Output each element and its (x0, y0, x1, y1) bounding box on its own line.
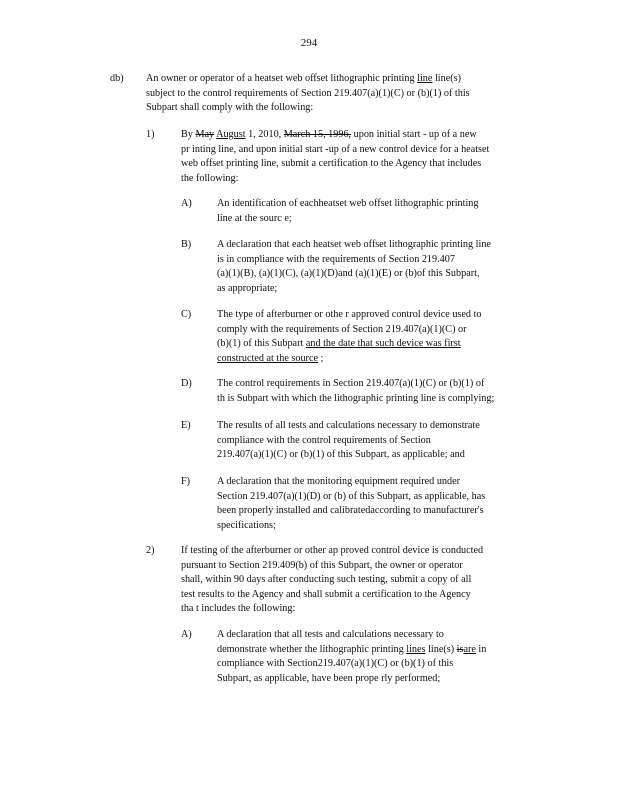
text-line (181, 143, 551, 158)
inserted-text: and the date that such device was first (305, 338, 461, 350)
text-line (217, 337, 557, 352)
text-line (217, 212, 557, 227)
text-run: ; (318, 352, 324, 364)
text-run: th is Subpart with which the lithographic printing line is complying; (217, 392, 495, 404)
inserted-text: August (216, 129, 246, 140)
text-run: been properly installed and calibratedaccording to manufacturer's (217, 505, 484, 517)
text-line (217, 657, 557, 672)
text-run: The control requirements in Section 219.407(a)(1)(C) or (b)(1) of (217, 378, 485, 389)
text-line (217, 197, 557, 212)
text-run: web offset printing line, submit a certification to the Agency that includes (181, 158, 482, 170)
text-run: line(s) (425, 643, 457, 655)
text-run: as appropriate; (217, 282, 278, 294)
text-run: pursuant to Section 219.409(b) of this Subpart, the owner or operator (181, 559, 463, 571)
text-run: comply with the requirements of Section 219.407(a)(1)(C) or (217, 323, 467, 335)
text-run: The results of all tests and calculations necessary to demonstrate (217, 420, 480, 431)
text-line (181, 559, 551, 574)
text-run: tha t includes the following: (181, 603, 296, 615)
text-run: compliance with Section219.407(a)(1)(C) or (b)(1) of this (217, 658, 454, 670)
text-line (217, 238, 557, 253)
subitem-1e-label: E) (181, 420, 191, 431)
text-run: demonstrate whether the lithographic printing (217, 643, 407, 655)
text-line (217, 504, 557, 519)
text-line (146, 87, 546, 102)
text-line (181, 128, 551, 143)
text-line (217, 267, 557, 282)
text-run: An identification of eachheatset web offset lithographic printing (217, 198, 479, 209)
text-line (217, 352, 557, 367)
text-run: pr inting line, and upon initial start -up of a new control device for a heatset (181, 143, 490, 155)
text-line (217, 519, 557, 534)
section-db-text (146, 72, 546, 116)
text-run: (a)(1)(B), (a)(1)(C), (a)(1)(D)and (a)(1)(E) or (b)of this Subpart, (217, 268, 480, 280)
text-run: Section 219.407(a)(1)(D) or (b) of this Subpart, as applicable, has (217, 490, 486, 502)
text-line (217, 377, 557, 392)
subitem-1a-text (217, 197, 557, 226)
text-line (217, 628, 557, 643)
subitem-1b-label: B) (181, 239, 192, 250)
text-run: 1, 2010, (245, 129, 284, 140)
text-line (146, 101, 546, 116)
text-line (181, 544, 551, 559)
text-run: test results to the Agency and shall submit a certification to the Agency (181, 588, 471, 600)
deleted-text: May (195, 129, 215, 140)
text-run: subject to the control requirements of Section 219.407(a)(1)(C) or (b)(1) of this (146, 87, 470, 99)
item-1-text (181, 128, 551, 186)
text-run: An owner or operator of a heatset web offset lithographic printing (146, 73, 418, 84)
text-run: A declaration that all tests and calculations necessary to (217, 629, 444, 640)
text-run: upon initial start - up of a new (351, 129, 477, 140)
text-run: 219.407(a)(1)(C) or (b)(1) of this Subpart, as applicable; and (217, 449, 465, 461)
deleted-text: is (456, 643, 464, 655)
inserted-text: line (417, 73, 433, 84)
text-line (181, 172, 551, 187)
text-run: A declaration that each heatset web offset lithographic printing line (217, 239, 491, 250)
text-line (181, 157, 551, 172)
text-run: If testing of the afterburner or other ap proved control device is conducted (181, 545, 484, 556)
text-run: A declaration that the monitoring equipment required under (217, 476, 461, 487)
text-run: The type of afterburner or othe r approved control device used to (217, 309, 482, 320)
subitem-1d-label: D) (181, 378, 192, 389)
text-line (181, 588, 551, 603)
page-number: 294 (300, 37, 318, 49)
subitem-1d-text (217, 377, 557, 406)
text-run: line at the sourc e; (217, 212, 292, 224)
text-run: the following: (181, 172, 239, 184)
text-run: (b)(1) of this Subpart (217, 338, 306, 350)
subitem-1c-label: C) (181, 309, 192, 320)
inserted-text: are (463, 643, 476, 655)
text-run: compliance with the control requirements of Section (217, 434, 431, 446)
text-run: shall, within 90 days after conducting such testing, submit a copy of all (181, 574, 472, 586)
subitem-1f-text (217, 475, 557, 533)
text-line (217, 448, 557, 463)
subitem-1e-text (217, 419, 557, 463)
text-line (217, 672, 557, 687)
item-2-text (181, 544, 551, 617)
text-run: Subpart, as applicable, have been prope rly performed; (217, 672, 441, 684)
text-run: line(s) (432, 73, 461, 84)
text-line (217, 643, 557, 658)
item-1-label: 1) (146, 129, 155, 140)
text-run: specifications; (217, 519, 276, 531)
text-run: By (181, 129, 196, 140)
subitem-1c-text (217, 308, 557, 366)
text-run: Subpart shall comply with the following: (146, 102, 314, 114)
deleted-text: March 15, 1996, (283, 129, 352, 140)
subitem-2a-text (217, 628, 557, 686)
text-line (217, 490, 557, 505)
inserted-text: lines (406, 643, 426, 655)
inserted-text: constructed at the source (217, 352, 318, 364)
text-line (217, 282, 557, 297)
text-line (181, 602, 551, 617)
text-line (217, 308, 557, 323)
subitem-1f-label: F) (181, 476, 191, 487)
text-run: is in compliance with the requirements of Section 219.407 (217, 253, 455, 265)
text-line (217, 392, 557, 407)
text-line (217, 253, 557, 268)
text-line (217, 434, 557, 449)
text-line (181, 573, 551, 588)
text-line (146, 72, 546, 87)
section-label: db) (110, 73, 124, 84)
subitem-1b-text (217, 238, 557, 296)
subitem-2a-label: A) (181, 629, 192, 640)
text-line (217, 323, 557, 338)
text-run: in (475, 643, 487, 655)
text-line (217, 475, 557, 490)
subitem-1a-label: A) (181, 198, 192, 209)
text-line (217, 419, 557, 434)
item-2-label: 2) (146, 545, 155, 556)
